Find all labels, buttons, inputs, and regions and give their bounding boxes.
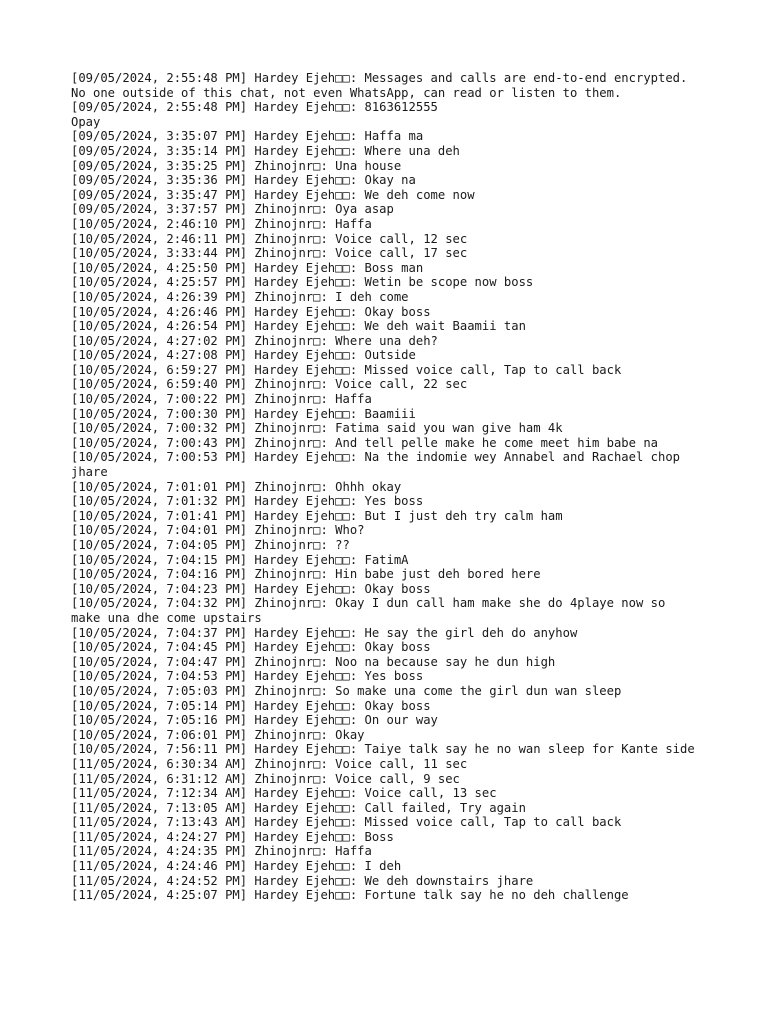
chat-line: [10/05/2024, 7:00:43 PM] Zhinojnr□: And tell pelle make he come meet him babe na xyxy=(71,435,658,450)
chat-line: [10/05/2024, 7:04:32 PM] Zhinojnr□: Okay I dun call ham make she do 4playe now so make una dhe come upstairs xyxy=(71,596,673,625)
chat-line: [09/05/2024, 3:37:57 PM] Zhinojnr□: Oya asap xyxy=(71,202,394,217)
chat-line: [10/05/2024, 7:04:47 PM] Zhinojnr□: Noo na because say he dun high xyxy=(71,654,556,669)
chat-line: [10/05/2024, 7:05:03 PM] Zhinojnr□: So make una come the girl dun wan sleep xyxy=(71,683,622,698)
chat-line: [09/05/2024, 3:35:25 PM] Zhinojnr□: Una house xyxy=(71,158,402,173)
chat-line: [11/05/2024, 6:30:34 AM] Zhinojnr□: Voice call, 11 sec xyxy=(71,756,468,771)
chat-line: [10/05/2024, 7:00:22 PM] Zhinojnr□: Haffa xyxy=(71,392,372,407)
chat-line: [10/05/2024, 7:04:05 PM] Zhinojnr□: ?? xyxy=(71,538,350,552)
chat-line: [09/05/2024, 2:55:48 PM] Hardey Ejeh□□: Messages and calls are end-to-end encrypted. No one outside of this chat, not even WhatsApp, can read or listen to them. xyxy=(71,71,695,100)
chat-line: [09/05/2024, 3:35:14 PM] Hardey Ejeh□□: Where una deh xyxy=(71,143,460,158)
chat-line: [10/05/2024, 7:00:53 PM] Hardey Ejeh□□: Na the indomie wey Annabel and Rachael chop jhare xyxy=(71,450,688,480)
chat-export-page xyxy=(71,71,701,903)
chat-line: [10/05/2024, 4:25:57 PM] Hardey Ejeh□□: Wetin be scope now boss xyxy=(71,275,534,290)
chat-line: [10/05/2024, 7:01:01 PM] Zhinojnr□: Ohhh okay xyxy=(71,479,402,494)
chat-line: [10/05/2024, 7:04:16 PM] Zhinojnr□: Hin babe just deh bored here xyxy=(71,567,541,582)
chat-line: [10/05/2024, 7:04:23 PM] Hardey Ejeh□□: Okay boss xyxy=(71,581,431,596)
chat-line: [10/05/2024, 7:00:30 PM] Hardey Ejeh□□: Baamiii xyxy=(71,406,416,421)
chat-line: [10/05/2024, 4:25:50 PM] Hardey Ejeh□□: Boss man xyxy=(71,260,424,275)
chat-line: [11/05/2024, 4:24:27 PM] Hardey Ejeh□□: Boss xyxy=(71,829,394,844)
chat-line: [11/05/2024, 6:31:12 AM] Zhinojnr□: Voice call, 9 sec xyxy=(71,771,460,786)
chat-line: [10/05/2024, 7:06:01 PM] Zhinojnr□: Okay xyxy=(71,727,365,742)
chat-log xyxy=(71,71,701,903)
chat-line: [10/05/2024, 7:04:37 PM] Hardey Ejeh□□: He say the girl deh do anyhow xyxy=(71,625,578,640)
chat-line: [10/05/2024, 7:01:41 PM] Hardey Ejeh□□: But I just deh try calm ham xyxy=(71,508,563,523)
chat-line: [10/05/2024, 4:27:08 PM] Hardey Ejeh□□: Outside xyxy=(71,348,416,363)
chat-line: [10/05/2024, 6:59:27 PM] Hardey Ejeh□□: Missed voice call, Tap to call back xyxy=(71,362,622,377)
chat-line: Opay xyxy=(71,114,101,129)
chat-line: [10/05/2024, 4:26:46 PM] Hardey Ejeh□□: Okay boss xyxy=(71,304,431,319)
chat-line: [11/05/2024, 7:13:43 AM] Hardey Ejeh□□: Missed voice call, Tap to call back xyxy=(71,815,622,830)
chat-line: [10/05/2024, 7:01:32 PM] Hardey Ejeh□□: Yes boss xyxy=(71,494,424,509)
chat-line: [11/05/2024, 7:13:05 AM] Hardey Ejeh□□: Call failed, Try again xyxy=(71,800,526,815)
chat-line: [10/05/2024, 7:05:16 PM] Hardey Ejeh□□: On our way xyxy=(71,713,438,728)
chat-line: [09/05/2024, 3:35:47 PM] Hardey Ejeh□□: We deh come now xyxy=(71,187,475,202)
chat-line: [09/05/2024, 2:55:48 PM] Hardey Ejeh□□: 8163612555 xyxy=(71,100,438,115)
chat-line: [10/05/2024, 2:46:10 PM] Zhinojnr□: Haffa xyxy=(71,216,372,231)
chat-line: [10/05/2024, 3:33:44 PM] Zhinojnr□: Voice call, 17 sec xyxy=(71,246,468,261)
chat-line: [11/05/2024, 4:24:35 PM] Zhinojnr□: Haffa xyxy=(71,844,372,859)
chat-line: [10/05/2024, 2:46:11 PM] Zhinojnr□: Voice call, 12 sec xyxy=(71,231,468,246)
chat-line: [10/05/2024, 7:04:53 PM] Hardey Ejeh□□: Yes boss xyxy=(71,669,424,684)
chat-line: [09/05/2024, 3:35:07 PM] Hardey Ejeh□□: Haffa ma xyxy=(71,129,424,144)
chat-line: [10/05/2024, 4:27:02 PM] Zhinojnr□: Where una deh? xyxy=(71,333,438,348)
chat-line: [10/05/2024, 7:56:11 PM] Hardey Ejeh□□: Taiye talk say he no wan sleep for Kante side xyxy=(71,742,695,757)
chat-line: [10/05/2024, 4:26:39 PM] Zhinojnr□: I deh come xyxy=(71,289,409,304)
chat-line: [10/05/2024, 7:04:01 PM] Zhinojnr□: Who? xyxy=(71,523,365,538)
chat-line: [10/05/2024, 6:59:40 PM] Zhinojnr□: Voice call, 22 sec xyxy=(71,377,468,392)
chat-line: [10/05/2024, 7:00:32 PM] Zhinojnr□: Fatima said you wan give ham 4k xyxy=(71,421,563,436)
chat-line: [11/05/2024, 4:24:52 PM] Hardey Ejeh□□: We deh downstairs jhare xyxy=(71,873,534,888)
chat-line: [10/05/2024, 4:26:54 PM] Hardey Ejeh□□: We deh wait Baamii tan xyxy=(71,319,526,334)
chat-line: [09/05/2024, 3:35:36 PM] Hardey Ejeh□□: Okay na xyxy=(71,173,416,188)
chat-line: [11/05/2024, 4:24:46 PM] Hardey Ejeh□□: I deh xyxy=(71,859,402,874)
chat-line: [11/05/2024, 4:25:07 PM] Hardey Ejeh□□: Fortune talk say he no deh challenge xyxy=(71,888,629,903)
chat-line: [10/05/2024, 7:04:45 PM] Hardey Ejeh□□: Okay boss xyxy=(71,640,431,655)
chat-line: [10/05/2024, 7:04:15 PM] Hardey Ejeh□□: FatimA xyxy=(71,552,409,567)
chat-line: [11/05/2024, 7:12:34 AM] Hardey Ejeh□□: Voice call, 13 sec xyxy=(71,786,497,801)
chat-line: [10/05/2024, 7:05:14 PM] Hardey Ejeh□□: Okay boss xyxy=(71,698,431,713)
